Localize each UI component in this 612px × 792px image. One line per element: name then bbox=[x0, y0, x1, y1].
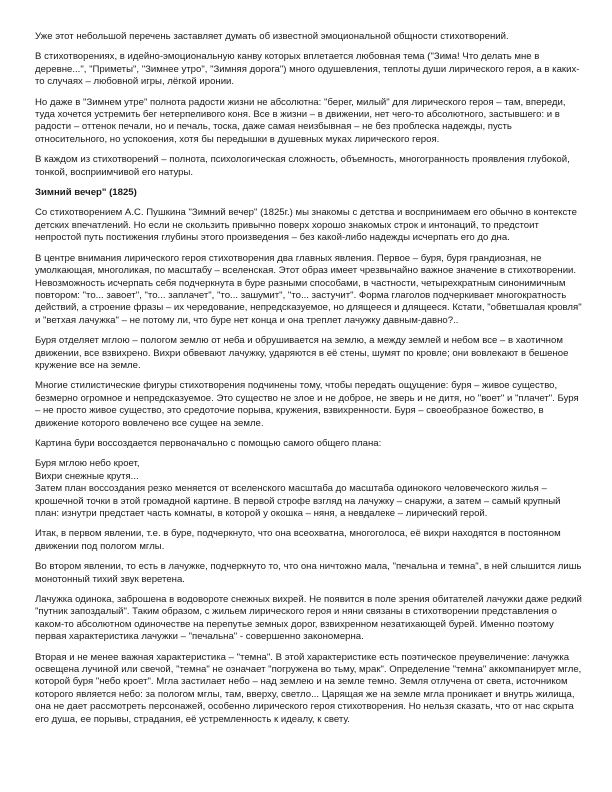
paragraph: В стихотворениях, в идейно-эмоциональную канву которых вплетается любовная тема ("Зима! Что делать мне в деревне...", "Приметы", "Зимнее утро", "Зимняя дорога") много одушевления, теплоты души лирического героя, а в каких-то случаях – любовной игры, лёгкой иронии. bbox=[35, 51, 580, 88]
paragraph: Но даже в "Зимнем утре" полнота радости жизни не абсолютна: "берег, милый" для лирического героя – там, впереди, туда хочется устремить бег нетерпеливого коня. Все в жизни – в движении, нет чего-то абсолютного, застывшего: и в радости – оттенок печали, но и печаль, тоска, даже самая неизбывная – не без проблеска надежды, пусть относительного, но успокоения, хотя бы передышки в душевных муках лирического героя. bbox=[35, 96, 566, 145]
paragraph: Уже этот небольшой перечень заставляет думать об известной эмоциональной общности стихотворений. bbox=[35, 31, 509, 42]
paragraph: Буря отделяет мглою – пологом землю от неба и обрушивается на землю, а между землей и небом все – в хаотичном движении, все взвихрено. Вихри обвевают лачужку, ударяются в её стены, шумят по кровле; они вовлекают в бешеное кружение все на земле. bbox=[35, 335, 569, 371]
paragraph: Многие стилистические фигуры стихотворения подчинены тому, чтобы передать ощущение: буря – живое существо, безмерно огромное и непредсказуемое. Это существо не злое и не доброе, не зверь и не дитя, но "воет" и "плачет". Буря – не просто живое существо, это средоточие порыва, кружения, взвихренности. Буря – своеобразное божество, в движение которого вовлечено все сущее на земле. bbox=[35, 380, 579, 429]
paragraph: В центре внимания лирического героя стихотворения два главных явления. Первое – буря, буря грандиозная, не умолкающая, многоликая, по масштабу – вселенская. Этот образ имеет чрезвычайно важное значение в стихотворении. Невозможность исчерпать себя подчеркнута в буре разными способами, в частности, четырехкратным синонимичным повтором: "то... завоет", "то... заплачет", "то... зашумит", "то... застучит". Форма глаголов подчеркивает многократность действий, а строение фразы – их чередование, непредсказуемое, но длящееся и длящееся. Кстати, "обветшалая кровля" и "ветхая лачужка" – не потому ли, что буре нет конца и она треплет лачужку давным-давно?.. bbox=[35, 252, 582, 326]
section-heading: Зимний вечер" (1825) bbox=[35, 187, 137, 199]
document-page bbox=[35, 31, 582, 726]
paragraph: В каждом из стихотворений – полнота, психологическая сложность, объемность, многогранность проявления глубокой, тонкой, восприимчивой его натуры. bbox=[35, 154, 570, 178]
paragraph: Лачужка одинока, заброшена в водовороте снежных вихрей. Не появится в поле зрения обитателей лачужки даже редкий "путник запоздалый". Таким образом, с жильем лирического героя и няни связаны в стихотворении представления о каком-то абсолютном одиночестве на перепутье земных дорог, взвихренном незатихающей бурей. Именно поэтому первая характеристика лачужки – "печальна" - совершенно закономерна. bbox=[35, 594, 582, 643]
paragraph: Во втором явлении, то есть в лачужке, подчеркнуто то, что она ничтожно мала, "печальна и темна", в ней слышится лишь монотонный тихий звук веретена. bbox=[35, 561, 582, 585]
verse-quote bbox=[35, 458, 582, 483]
paragraph: Затем план воссоздания резко меняется от вселенского масштаба до масштаба одинокого человеческого жилья – крошечной точки в этой громадной картине. В первой строфе взгляд на лачужку – снаружи, а затем – самый крупный план: изнутри предстает часть комнаты, в которой у окошка – няня, а невдалеке – лирический герой. bbox=[35, 483, 561, 519]
paragraph: Итак, в первом явлении, т.е. в буре, подчеркнуто, что она всеохватна, многоголоса, её вихри находятся в постоянном движении под пологом мглы. bbox=[35, 528, 561, 552]
paragraph: Со стихотворением А.С. Пушкина "Зимний вечер" (1825г.) мы знакомы с детства и воспринимаем его обычно в контексте детских впечатлений. Но если не скользить привычно поверх хорошо знакомых строк и интонаций, то предстоит непростой путь постижения глубины этого произведения – без какой-либо надежды исчерпать его до дна. bbox=[35, 207, 577, 244]
verse-line: Буря мглою небо кроет, bbox=[35, 458, 140, 470]
paragraph: Вторая и не менее важная характеристика – "темна". В этой характеристике есть поэтическое преувеличение: лачужка освещена лучиной или свечой, "темна" не означает "погружена во тьму, мрак". Определение "темна" аккомпанирует мгле, которой буря "небо кроет". Мгла застилает небо – над землею и на земле темно. Земля отлучена от света, источником которого является небо: за пологом мглы, там, вверху, светло... Царящая же на земле мгла проникает и внутрь жилища, она не дает рассмотреть персонажей, особенно лирического героя стихотворения. Но нельзя сказать, что от нас скрыта его душа, ее порывы, страдания, её устремленность к идеалу, к свету. bbox=[35, 651, 582, 725]
verse-line: Вихри снежные крутя... bbox=[35, 470, 139, 482]
paragraph: Картина бури воссоздается первоначально с помощью самого общего плана: bbox=[35, 437, 382, 449]
